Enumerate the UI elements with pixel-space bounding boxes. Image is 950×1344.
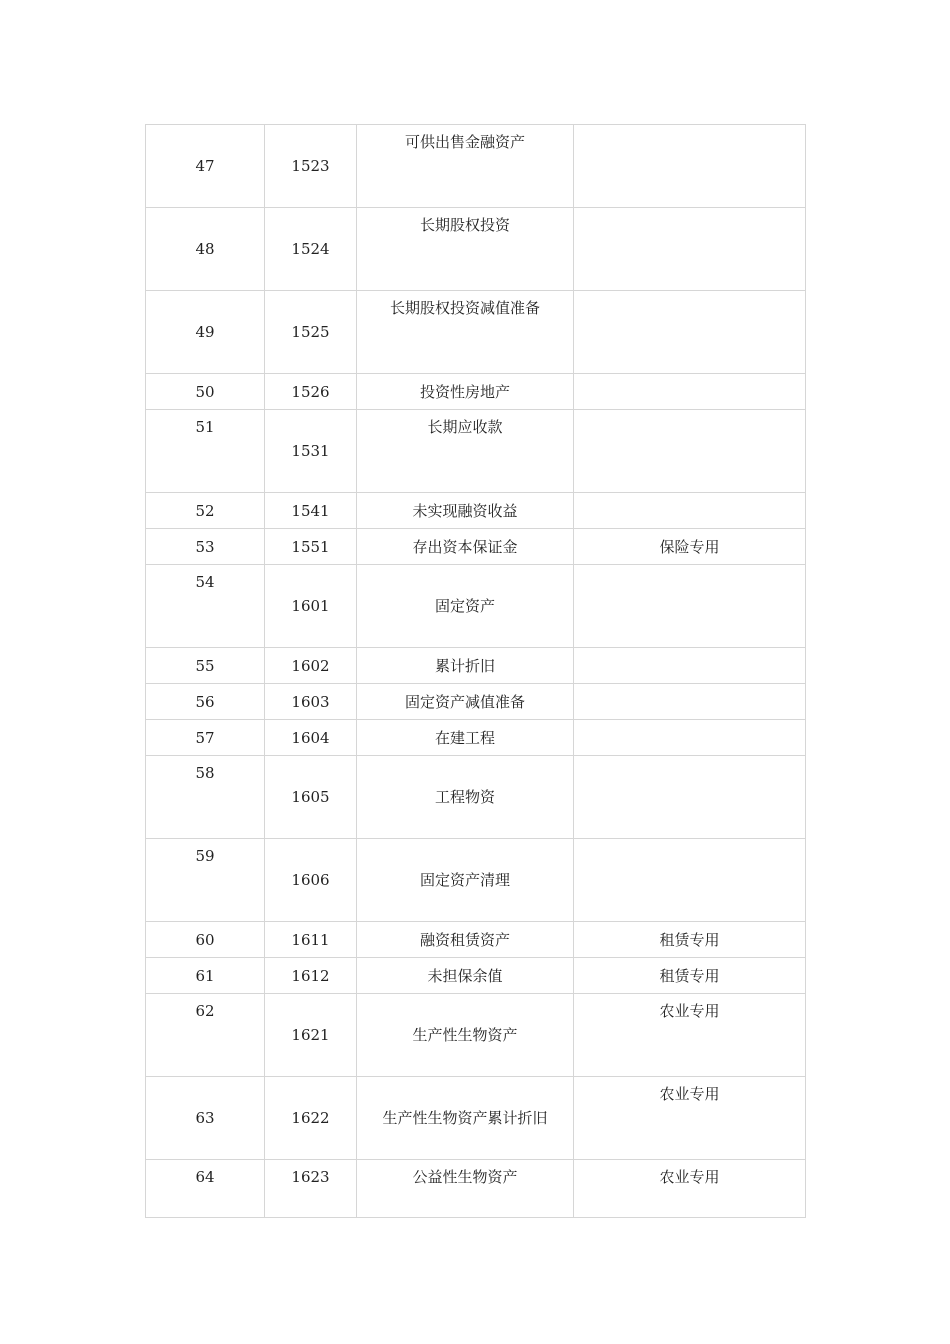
row-number-text: 53 <box>195 537 215 556</box>
account-name-text: 工程物资 <box>434 788 495 806</box>
remark-cell <box>574 410 806 493</box>
row-number-cell <box>146 756 265 839</box>
row-number-text: 49 <box>195 323 215 341</box>
row-number-cell <box>146 208 265 291</box>
remark-cell <box>574 958 806 994</box>
remark-cell <box>574 922 806 958</box>
account-name-text: 可供出售金融资产 <box>404 133 525 151</box>
account-code-cell <box>265 839 357 922</box>
account-name-text: 未实现融资收益 <box>412 501 518 520</box>
account-code-text: 1525 <box>291 323 330 341</box>
table-row <box>146 374 806 410</box>
row-number-cell <box>146 958 265 994</box>
table-row <box>146 208 806 291</box>
account-name-text: 公益性生物资产 <box>412 1168 518 1186</box>
account-name-text: 长期股权投资减值准备 <box>389 299 540 317</box>
account-code-text: 1622 <box>291 1109 330 1127</box>
remark-cell <box>574 529 806 565</box>
account-name-cell <box>357 529 574 565</box>
account-code-text: 1606 <box>291 871 330 889</box>
row-number-cell <box>146 1160 265 1218</box>
account-code-cell <box>265 125 357 208</box>
account-name-text: 在建工程 <box>434 728 495 747</box>
account-name-text: 融资租赁资产 <box>419 930 510 949</box>
account-code-cell <box>265 529 357 565</box>
account-code-text: 1605 <box>291 788 330 806</box>
table-row <box>146 493 806 529</box>
table-row <box>146 565 806 648</box>
row-number-text: 58 <box>195 764 215 782</box>
remark-cell <box>574 684 806 720</box>
account-name-cell <box>357 1077 574 1160</box>
row-number-cell <box>146 994 265 1077</box>
account-code-text: 1526 <box>291 382 330 401</box>
row-number-cell <box>146 291 265 374</box>
account-code-cell <box>265 958 357 994</box>
account-code-text: 1531 <box>291 442 330 460</box>
remark-cell <box>574 374 806 410</box>
account-name-cell <box>357 565 574 648</box>
row-number-text: 52 <box>195 501 215 520</box>
row-number-cell <box>146 493 265 529</box>
account-name-text: 固定资产 <box>434 597 495 615</box>
row-number-text: 57 <box>195 728 215 747</box>
account-code-cell <box>265 1077 357 1160</box>
table-row <box>146 839 806 922</box>
row-number-text: 55 <box>195 656 215 675</box>
remark-cell <box>574 720 806 756</box>
account-name-cell <box>357 374 574 410</box>
account-name-text: 投资性房地产 <box>419 382 510 401</box>
account-name-text: 长期应收款 <box>427 418 503 436</box>
account-code-cell <box>265 648 357 684</box>
account-code-cell <box>265 1160 357 1218</box>
account-code-cell <box>265 756 357 839</box>
account-code-text: 1523 <box>291 157 330 175</box>
account-code-cell <box>265 684 357 720</box>
remark-cell <box>574 648 806 684</box>
account-name-text: 生产性生物资产累计折旧 <box>382 1109 548 1127</box>
row-number-cell <box>146 1077 265 1160</box>
account-name-cell <box>357 958 574 994</box>
table-row <box>146 1077 806 1160</box>
table-row <box>146 756 806 839</box>
account-code-cell <box>265 291 357 374</box>
account-code-cell <box>265 493 357 529</box>
account-name-cell <box>357 648 574 684</box>
account-code-text: 1601 <box>291 597 330 615</box>
row-number-cell <box>146 720 265 756</box>
remark-text: 农业专用 <box>659 1168 720 1186</box>
account-code-cell <box>265 720 357 756</box>
row-number-text: 64 <box>195 1168 215 1186</box>
row-number-cell <box>146 839 265 922</box>
account-name-cell <box>357 410 574 493</box>
account-name-cell <box>357 291 574 374</box>
row-number-text: 48 <box>195 240 215 258</box>
table-row <box>146 958 806 994</box>
remark-cell <box>574 1077 806 1160</box>
account-code-text: 1623 <box>291 1168 330 1186</box>
account-code-cell <box>265 994 357 1077</box>
account-name-cell <box>357 994 574 1077</box>
account-code-text: 1524 <box>291 240 330 258</box>
account-code-cell <box>265 922 357 958</box>
table-body <box>146 125 806 1218</box>
remark-cell <box>574 1160 806 1218</box>
account-name-text: 累计折旧 <box>434 656 495 675</box>
account-code-cell <box>265 410 357 493</box>
table-row <box>146 291 806 374</box>
account-name-cell <box>357 1160 574 1218</box>
remark-text: 农业专用 <box>659 1085 720 1103</box>
table-row <box>146 648 806 684</box>
account-name-text: 固定资产清理 <box>419 871 510 889</box>
table-row <box>146 922 806 958</box>
account-name-cell <box>357 684 574 720</box>
table-row <box>146 994 806 1077</box>
account-name-cell <box>357 208 574 291</box>
row-number-cell <box>146 922 265 958</box>
account-name-cell <box>357 493 574 529</box>
account-code-text: 1612 <box>291 966 330 985</box>
account-name-cell <box>357 922 574 958</box>
remark-text: 租赁专用 <box>659 930 720 949</box>
row-number-text: 62 <box>195 1002 215 1020</box>
account-name-cell <box>357 839 574 922</box>
row-number-cell <box>146 125 265 208</box>
account-name-cell <box>357 720 574 756</box>
remark-cell <box>574 125 806 208</box>
account-code-cell <box>265 565 357 648</box>
account-code-text: 1621 <box>291 1026 330 1044</box>
remark-text: 保险专用 <box>659 537 720 556</box>
row-number-text: 59 <box>195 847 215 865</box>
account-name-text: 长期股权投资 <box>419 216 510 234</box>
accounts-table <box>145 124 806 1218</box>
account-code-text: 1603 <box>291 692 330 711</box>
row-number-cell <box>146 529 265 565</box>
account-code-cell <box>265 208 357 291</box>
account-code-text: 1604 <box>291 728 330 747</box>
account-code-text: 1541 <box>291 501 330 520</box>
row-number-text: 50 <box>195 382 215 401</box>
remark-cell <box>574 291 806 374</box>
remark-text: 农业专用 <box>659 1002 720 1020</box>
table-row <box>146 125 806 208</box>
table-row <box>146 410 806 493</box>
account-code-text: 1611 <box>291 930 330 949</box>
account-code-text: 1602 <box>291 656 330 675</box>
account-code-cell <box>265 374 357 410</box>
remark-cell <box>574 208 806 291</box>
table-row <box>146 720 806 756</box>
row-number-text: 63 <box>195 1109 215 1127</box>
remark-cell <box>574 994 806 1077</box>
row-number-cell <box>146 565 265 648</box>
table-row <box>146 1160 806 1218</box>
row-number-text: 54 <box>195 573 215 591</box>
table-row <box>146 684 806 720</box>
row-number-cell <box>146 374 265 410</box>
remark-text: 租赁专用 <box>659 966 720 985</box>
account-name-cell <box>357 756 574 839</box>
row-number-text: 60 <box>195 930 215 949</box>
row-number-text: 61 <box>195 966 215 985</box>
remark-cell <box>574 756 806 839</box>
row-number-cell <box>146 410 265 493</box>
table-row <box>146 529 806 565</box>
row-number-text: 47 <box>195 157 215 175</box>
remark-cell <box>574 839 806 922</box>
account-name-text: 存出资本保证金 <box>412 537 518 556</box>
row-number-text: 56 <box>195 692 215 711</box>
row-number-cell <box>146 684 265 720</box>
remark-cell <box>574 565 806 648</box>
account-name-text: 固定资产减值准备 <box>404 692 525 711</box>
account-name-text: 生产性生物资产 <box>412 1026 518 1044</box>
row-number-text: 51 <box>195 418 215 436</box>
account-name-cell <box>357 125 574 208</box>
remark-cell <box>574 493 806 529</box>
row-number-cell <box>146 648 265 684</box>
account-name-text: 未担保余值 <box>427 966 503 985</box>
account-code-text: 1551 <box>291 537 330 556</box>
